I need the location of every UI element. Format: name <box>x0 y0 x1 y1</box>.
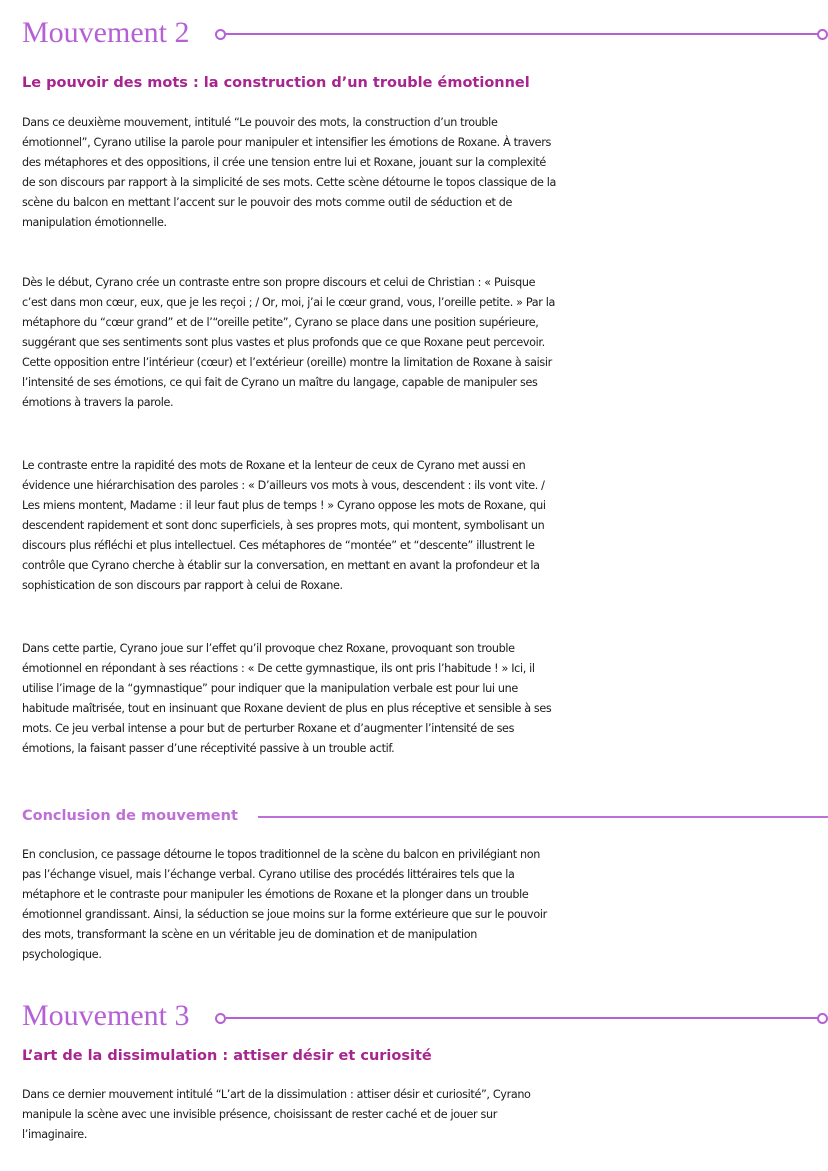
movement-2-title: Mouvement 2 <box>22 16 190 49</box>
movement-3-subtitle: L’art de la dissimulation : attiser désir et curiosité <box>22 1048 432 1064</box>
text-line: mots. Ce jeu verbal intense a pour but de perturber Roxane et d’augmenter l’intensité de ses <box>22 722 515 735</box>
heading-rule-end-dot <box>817 29 828 40</box>
text-line: contrôle que Cyrano cherche à établir sur la conversation, en mettant en avant la profondeur et la <box>22 559 540 572</box>
text-line: des mots, transformant la scène en un véritable jeu de domination et de manipulation <box>22 928 478 941</box>
text-line: l’intensité de ses émotions, ce qui fait de Cyrano un maître du langage, capable de manipuler ses <box>22 376 538 389</box>
text-line: sophistication de son discours par rapport à celui de Roxane. <box>22 579 343 592</box>
text-line: habitude maîtrisée, tout en insinuant que Roxane devient de plus en plus réceptive et sensible à ses <box>22 702 552 715</box>
heading-rule <box>226 1017 818 1019</box>
text-line: scène du balcon en mettant l’accent sur le pouvoir des mots comme outil de séduction et de <box>22 196 513 209</box>
heading-rule-start-dot <box>215 29 226 40</box>
text-line: manipulation émotionnelle. <box>22 216 167 229</box>
heading-rule-start-dot <box>215 1013 226 1024</box>
text-line: descendent rapidement et sont donc superficiels, à ses propres mots, qui montent, symbolisant un <box>22 519 545 532</box>
text-line: émotionnel”, Cyrano utilise la parole pour manipuler et intensifier les émotions de Roxane. À travers <box>22 136 551 149</box>
text-line: utilise l’image de la “gymnastique” pour indiquer que la manipulation verbale est pour lui une <box>22 682 518 695</box>
conclusion-title: Conclusion de mouvement <box>22 808 238 824</box>
text-line: émotionnel en répondant à ses réactions : « De cette gymnastique, ils ont pris l’habitude ! » Ici, il <box>22 662 535 675</box>
text-line: l’imaginaire. <box>22 1128 88 1141</box>
text-line: suggérant que ses sentiments sont plus vastes et plus profonds que ce que Roxane peut percevoir. <box>22 336 545 349</box>
text-line: Dans ce dernier mouvement intitulé “L’art de la dissimulation : attiser désir et curiosité”, Cyrano <box>22 1088 531 1101</box>
conclusion-paragraph <box>22 845 818 965</box>
text-line: émotions à travers la parole. <box>22 396 174 409</box>
text-line: Cette opposition entre l’intérieur (cœur) et l’extérieur (oreille) montre la limitation de Roxane à saisir <box>22 356 552 369</box>
heading-rule-end-dot <box>817 1013 828 1024</box>
conclusion-rule <box>258 816 828 818</box>
text-line: pas l’échange visuel, mais l’échange verbal. Cyrano utilise des procédés littéraires tels que la <box>22 868 515 881</box>
text-line: Dans ce deuxième mouvement, intitulé “Le pouvoir des mots, la construction d’un trouble <box>22 116 498 129</box>
movement-2-heading <box>22 14 828 54</box>
text-line: émotions, la faisant passer d’une réceptivité passive à un trouble actif. <box>22 742 395 755</box>
text-line: Dans cette partie, Cyrano joue sur l’effet qu’il provoque chez Roxane, provoquant son trouble <box>22 642 515 655</box>
text-line: discours plus réfléchi et plus intellectuel. Ces métaphores de “montée” et “descente” illustrent le <box>22 539 535 552</box>
text-line: Les miens montent, Madame : il leur faut plus de temps ! » Cyrano oppose les mots de Roxane, qui <box>22 499 546 512</box>
text-line: c’est dans mon cœur, eux, que je les reçoi ; / Or, moi, j’ai le cœur grand, vous, l’oreille petite. » Par la <box>22 296 555 309</box>
movement-2-subtitle: Le pouvoir des mots : la construction d’un trouble émotionnel <box>22 75 530 91</box>
text-line: En conclusion, ce passage détourne le topos traditionnel de la scène du balcon en privilégiant non <box>22 848 540 861</box>
text-line: des métaphores et des oppositions, il crée une tension entre lui et Roxane, jouant sur la complexité <box>22 156 546 169</box>
text-line: de son discours par rapport à la simplicité de ses mots. Cette scène détourne le topos classique de la <box>22 176 556 189</box>
movement-2-paragraph-2 <box>22 273 818 413</box>
text-line: Le contraste entre la rapidité des mots de Roxane et la lenteur de ceux de Cyrano met aussi en <box>22 459 526 472</box>
text-line: Dès le début, Cyrano crée un contraste entre son propre discours et celui de Christian : « Puisque <box>22 276 536 289</box>
movement-2-paragraph-1 <box>22 113 818 233</box>
text-line: manipule la scène avec une invisible présence, choisissant de rester caché et de jouer sur <box>22 1108 497 1121</box>
text-line: métaphore du “cœur grand” et de l’“oreille petite”, Cyrano se place dans une position supérieure, <box>22 316 539 329</box>
movement-3-paragraph-1 <box>22 1085 818 1145</box>
conclusion-heading <box>22 805 828 827</box>
text-line: métaphore et le contraste pour manipuler les émotions de Roxane et la plonger dans un trouble <box>22 888 529 901</box>
text-line: émotionnel grandissant. Ainsi, la séduction se joue moins sur la forme extérieure que sur le pouvoir <box>22 908 547 921</box>
movement-2-paragraph-3 <box>22 456 818 596</box>
text-line: évidence une hiérarchisation des paroles : « D’ailleurs vos mots à vous, descendent : ils vont vite. / <box>22 479 545 492</box>
movement-3-heading <box>22 997 828 1037</box>
heading-rule <box>226 33 818 35</box>
text-line: psychologique. <box>22 948 102 961</box>
movement-2-paragraph-4 <box>22 639 818 759</box>
movement-3-title: Mouvement 3 <box>22 999 190 1032</box>
